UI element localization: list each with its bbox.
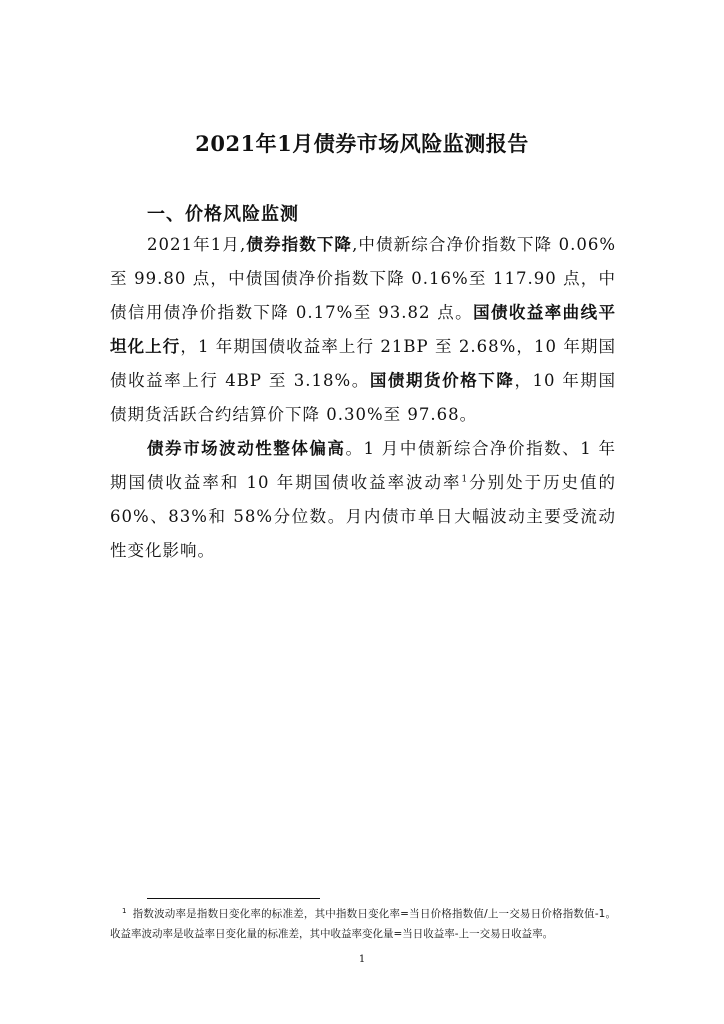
highlight-volatility-high: 债券市场波动性整体偏高 [147, 439, 346, 458]
paragraph-price-risk [110, 228, 616, 432]
page-number: 1 [358, 954, 366, 965]
highlight-futures-price-decline: 国债期货价格下降 [369, 371, 515, 390]
document-title: 2021年1月债券市场风险监测报告 [195, 131, 529, 156]
section-heading: 一、价格风险监测 [147, 204, 299, 225]
paragraph-text: ，10 年期国债期货活跃合约结算价下降 0.30%至 97.68。 [110, 371, 616, 424]
paragraph-text: ，1 年期国债收益率上行 21BP 至 2.68%，10 年期国债收益率上行 4BP 至 3.18%。 [110, 337, 617, 390]
footnote [110, 904, 616, 944]
paragraph-text: 分别处于历史值的 60%、83%和 58%分位数。月内债市单日大幅波动主要受流动性变化影响。 [110, 473, 616, 560]
highlight-yield-curve-flattening: 国债收益率曲线平坦化上行 [110, 303, 617, 356]
highlight-bond-index-decline: 债券指数下降 [246, 235, 353, 254]
paragraph-text: ,中债新综合净价指数下降 0.06%至 99.80 点，中债国债净价指数下降 0.16%至 117.90 点，中债信用债净价指数下降 0.17%至 93.82 点。 [110, 235, 617, 322]
footnote-text: 指数波动率是指数日变化率的标准差，其中指数日变化率=当日价格指数值/上一交易日价格指数值-1。收益率波动率是收益率日变化量的标准差，其中收益率变化量=当日收益率-上一交易日收益率。 [110, 908, 616, 940]
paragraph-text: 。1 月中债新综合净价指数、1 年期国债收益率和 10 年期国债收益率波动率 [110, 439, 616, 492]
footnote-mark: 1 [122, 906, 127, 915]
paragraph-text: 2021年1月, [147, 235, 247, 254]
footnote-reference[interactable]: 1 [461, 474, 469, 485]
paragraph-volatility [110, 432, 616, 568]
footnote-divider [147, 898, 320, 899]
